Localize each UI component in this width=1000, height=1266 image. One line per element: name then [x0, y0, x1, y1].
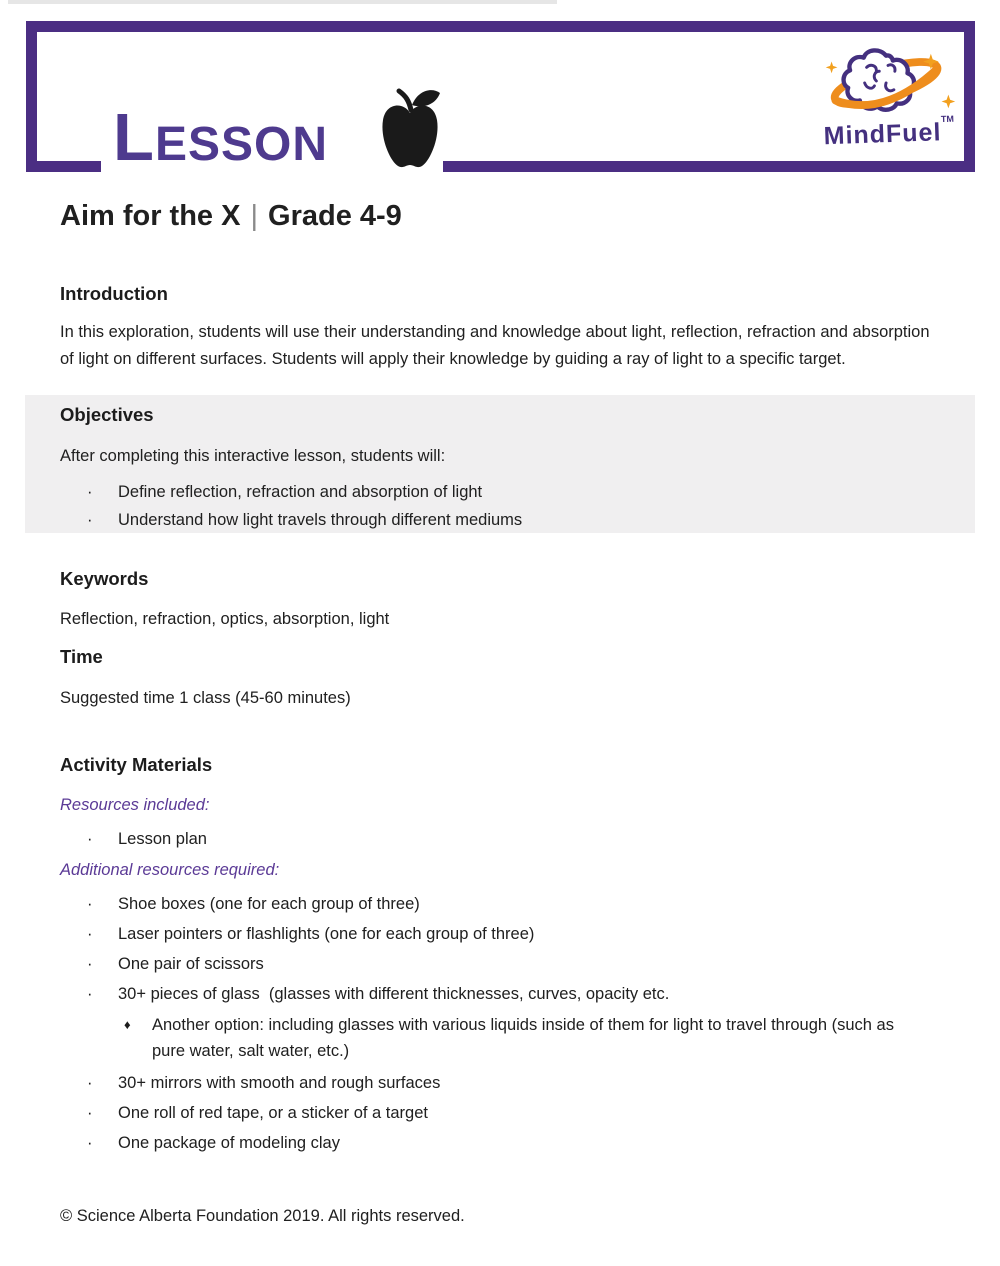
bullet-icon: · — [87, 511, 93, 529]
scan-artifact-strip — [8, 0, 557, 4]
list-item: · Laser pointers or flashlights (one for each group of three) — [87, 925, 535, 943]
nested-list — [60, 1012, 960, 1064]
page-title — [60, 200, 402, 233]
list-item: · One pair of scissors — [87, 955, 264, 973]
lesson-banner — [113, 100, 328, 175]
brain-saturn-ring-icon — [816, 44, 962, 118]
mindfuel-wordmark — [813, 113, 964, 151]
copyright-notice: © Science Alberta Foundation 2019. All rights reserved. — [60, 1207, 465, 1225]
bullet-icon: · — [87, 830, 93, 848]
diamond-bullet-icon: ♦ — [124, 1017, 131, 1032]
bullet-icon: · — [87, 1134, 93, 1152]
additional-resources-list — [60, 894, 960, 1163]
introduction-heading: Introduction — [60, 283, 168, 304]
list-item: · Lesson plan — [87, 830, 207, 848]
list-item: · 30+ pieces of glass (glasses with different thicknesses, curves, opacity etc. ♦ Another option: including glasses with various liquids inside of them for light to travel through (such as pure water, salt water, etc.) — [60, 984, 960, 1064]
list-item: · Understand how light travels through different mediums — [60, 506, 940, 534]
bullet-icon: · — [87, 955, 93, 973]
bullet-icon: · — [87, 985, 93, 1003]
title-grade: Grade 4-9 — [268, 200, 402, 232]
bullet-icon: · — [87, 483, 93, 501]
mindfuel-brand-text: MindFuel — [823, 118, 942, 151]
list-item: · One package of modeling clay — [87, 1134, 340, 1152]
title-text: Aim for the X — [60, 200, 241, 232]
activity-materials-heading: Activity Materials — [60, 754, 213, 775]
bullet-icon: · — [87, 925, 93, 943]
mindfuel-logo — [814, 44, 964, 149]
list-item: · 30+ mirrors with smooth and rough surfaces — [87, 1074, 441, 1092]
resources-included-list — [60, 829, 940, 859]
bullet-icon: · — [87, 895, 93, 913]
list-item: · Define reflection, refraction and absorption of light — [60, 478, 940, 506]
objectives-list — [60, 478, 940, 534]
title-separator: | — [250, 200, 259, 232]
trademark-symbol: TM — [940, 113, 955, 125]
bullet-icon: · — [87, 1074, 93, 1092]
bullet-icon: · — [87, 1104, 93, 1122]
keywords-text: Reflection, refraction, optics, absorption, light — [60, 610, 390, 628]
keywords-heading: Keywords — [60, 568, 149, 589]
objectives-lead: After completing this interactive lesson, students will: — [60, 447, 446, 465]
banner-word-initial: L — [113, 100, 155, 175]
list-item: · Shoe boxes (one for each group of three) — [87, 895, 420, 913]
time-text: Suggested time 1 class (45-60 minutes) — [60, 689, 351, 707]
banner-word-rest: ESSON — [154, 118, 328, 171]
list-item: · One roll of red tape, or a sticker of a target — [87, 1104, 428, 1122]
time-heading: Time — [60, 646, 103, 667]
resources-included-label: Resources included: — [60, 796, 210, 814]
objectives-heading: Objectives — [60, 404, 154, 425]
apple-icon — [378, 86, 442, 174]
additional-resources-label: Additional resources required: — [60, 861, 280, 879]
list-item: ♦ Another option: including glasses with various liquids inside of them for light to travel through (such as pure water, salt water, etc.) — [60, 1012, 960, 1064]
introduction-paragraph: In this exploration, students will use their understanding and knowledge about light, reflection, refraction and absorption of light on different surfaces. Students will apply their knowledge by guiding a ray of light to a specific target. — [60, 323, 935, 368]
